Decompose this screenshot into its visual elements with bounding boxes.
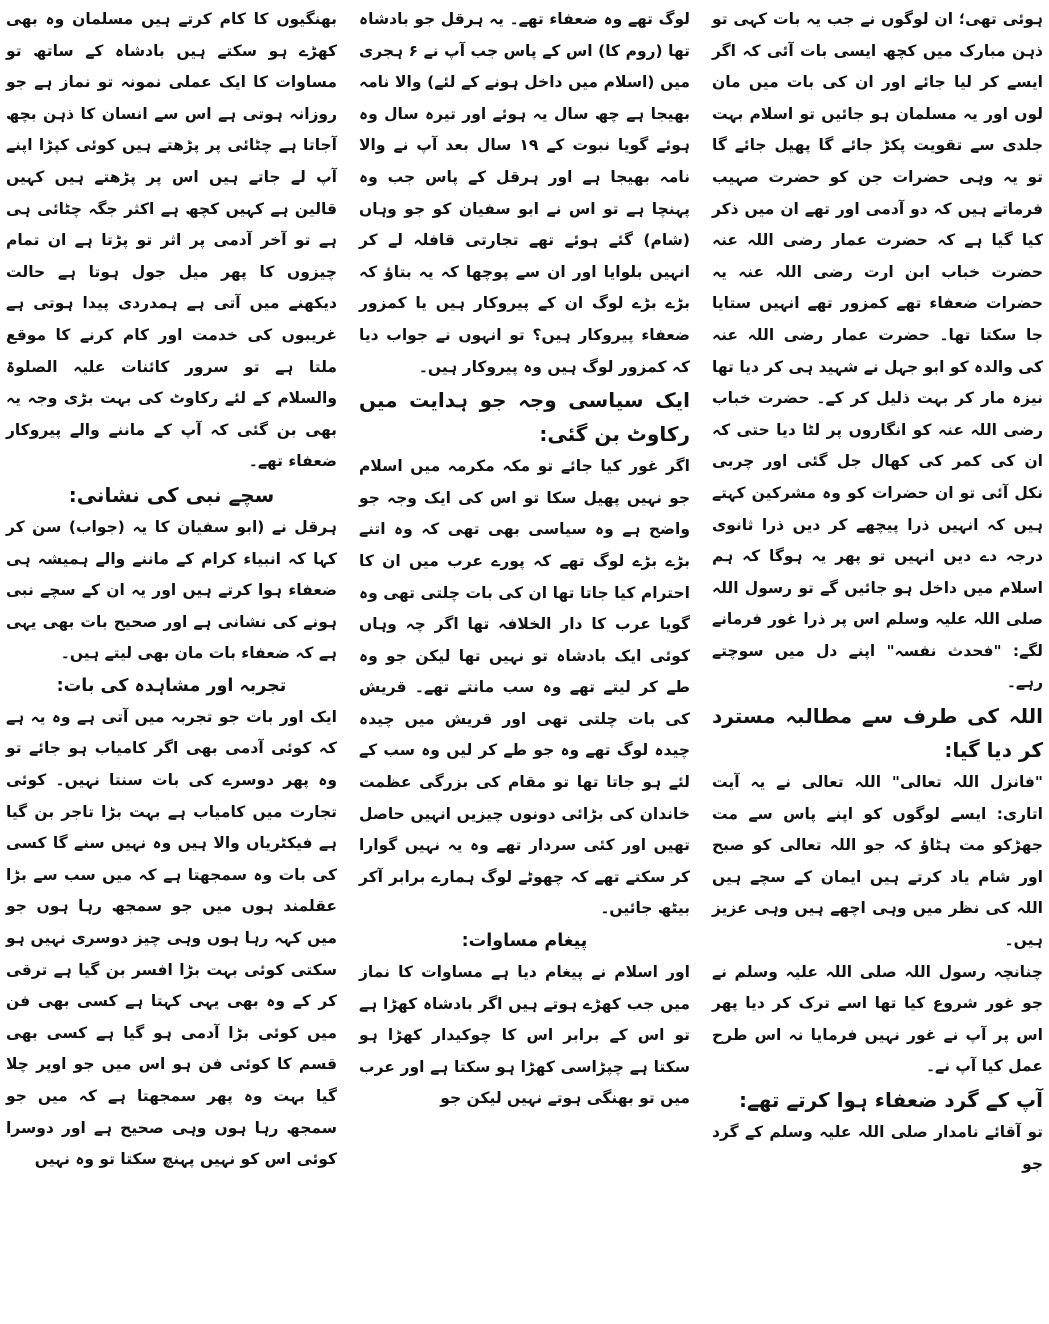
paragraph: تو آقائے نامدار صلی اللہ علیہ وسلم کے گرد جو	[712, 1123, 1043, 1173]
paragraph: لوگ تھے وہ ضعفاء تھے۔ یہ ہرقل جو بادشاہ تھا (روم کا) اس کے پاس جب آپ نے ۶ ہجری میں (اسلام میں داخل ہونے کے لئے) والا نامہ بھیجا ہے چھ سال یہ ہوئے اور تیرہ سال وہ ہوئے گویا نبوت کے ۱۹ سال بعد آپ نے والا نامہ بھیجا ہے اور ہرقل کے پاس جب وہ پہنچا ہے تو اس نے ابو سفیان کو جو وہاں (شام) گئے ہوئے تھے تجارتی قافلہ لے کر انہیں بلوایا اور ان سے پوچھا کہ یہ بتاؤ کہ بڑے بڑے لوگ ان کے پیروکار ہیں یا کمزور ضعفاء پیروکار ہیں؟ تو انہوں نے جواب دیا کہ کمزور لوگ ہیں وہ پیروکار ہیں۔	[359, 10, 691, 376]
section-subheading: پیغام مساوات:	[461, 931, 588, 952]
column-right	[712, 4, 1043, 1324]
section-heading: آپ کے گرد ضعفاء ہوا کرتے تھے:	[738, 1088, 1043, 1112]
section-heading: سچے نبی کی نشانی:	[68, 482, 275, 507]
column-middle	[359, 4, 690, 1324]
section-heading: اللہ کی طرف سے مطالبہ مسترد کر دیا گیا:	[712, 704, 1043, 763]
paragraph: ایک اور بات جو تجربہ میں آتی ہے وہ یہ ہے کہ کوئی آدمی بھی اگر کامیاب ہو جائے تو وہ پھر دوسرے کی بات سنتا نہیں۔ کوئی تجارت میں کامیاب ہے بہت بڑا تاجر بن گیا ہے فیکٹریاں والا ہیں وہ نہیں سنے گا کسی کی بات وہ سمجھتا ہے کہ میں سب سے بڑا عقلمند ہوں میں جو سمجھ رہا ہوں جو میں کہہ رہا ہوں وہی چیز دوسری نہیں ہو سکتی کوئی بہت بڑا افسر بن گیا ہے ترقی کر کے وہ بھی یہی کہتا ہے کسی بھی فن میں کوئی بڑا آدمی ہو گیا ہے کسی بھی قسم کا کوئی فن ہو اس میں جو اوپر چلا گیا بہت وہ پھر سمجھتا ہے کہ میں جو سمجھ رہا ہوں وہی صحیح ہے اور دوسرا کوئی اس کو نہیں پہنچ سکتا تو وہ نہیں	[6, 707, 337, 1169]
paragraph: "فانزل اللہ تعالی" اللہ تعالی نے یہ آیت اتاری: ایسے لوگوں کو اپنے پاس سے مت جھڑکو مت ہٹاؤ کہ جو اللہ تعالی کو صبح اور شام یاد کرتے ہیں ایمان کے سچے ہیں اللہ کی نظر میں وہی اچھے ہیں وہی عزیز ہیں۔	[712, 773, 1043, 950]
paragraph: ہوئی تھی؛ ان لوگوں نے جب یہ بات کہی تو ذہن مبارک میں کچھ ایسی بات آئی کہ اگر ایسے کر لیا جائے اور ان کی بات میں مان لوں اور یہ مسلمان ہو جائیں تو اسلام بہت جلدی سے تقویت پکڑ جائے گا پھیل جائے گا تو یہ وہی حضرات جن کو حضرت صہیب فرماتے ہیں کہ دو آدمی اور تھے ان میں ذکر کیا گیا ہے کہ حضرت عمار رضی اللہ عنہ حضرت خباب ابن ارت رضی اللہ عنہ یہ حضرات ضعفاء تھے کمزور تھے انہیں ستایا جا سکتا تھا۔ حضرت عمار رضی اللہ عنہ کی والدہ کو ابو جہل نے شہید ہی کر دیا تھا نیزہ مار کر بہت ذلیل کر کے۔ حضرت خباب رضی اللہ عنہ کو انگاروں پر لٹا دیا حتی کہ ان کی کمر کی کھال جل گئی اور چربی نکل آئی تو ان حضرات کو وہ مشرکین کہتے ہیں کہ انہیں ذرا پیچھے کر دیں ذرا ثانوی درجہ دے دیں انہیں تو پھر یہ ہوگا کہ ہم اسلام میں داخل ہو جائیں گے تو رسول اللہ صلی اللہ علیہ وسلم اس پر ذرا غور فرمانے لگے: "فحدث نفسہ" اپنے دل میں سوچتے رہے۔	[712, 10, 1043, 692]
paragraph: چنانچہ رسول اللہ صلی اللہ علیہ وسلم نے جو غور شروع کیا تھا اسے ترک کر دیا پھر اس پر آپ نے غور نہیں فرمایا نہ اس طرح عمل کیا آپ نے۔	[712, 962, 1043, 1076]
paragraph: بھنگیوں کا کام کرتے ہیں مسلمان وہ بھی کھڑے ہو سکتے ہیں بادشاہ کے ساتھ تو مساوات کا ایک عملی نمونہ تو نماز ہے جو روزانہ ہوتی ہے اس سے انسان کا ذہن بچھ آجاتا ہے چٹائی پر پڑھتے ہیں کوئی کپڑا اپنے آپ لے جاتے ہیں اس پر پڑھتے ہیں کہیں قالین ہے کہیں کچھ ہے اکثر جگہ چٹائی ہی ہے تو آخر آدمی پر اثر تو پڑتا ہے ان تمام چیزوں کا پھر میل جول ہوتا ہے حالت دیکھنے میں آتی ہے ہمدردی پیدا ہوتی ہے غریبوں کی خدمت اور کام کرنے کا موقع ملتا ہے تو سرور کائنات علیہ الصلوۃ والسلام کے لئے رکاوٹ کی بہت بڑی وجہ یہ بھی بن گئی کہ آپ کے ماننے والے پیروکار ضعفاء تھے۔	[6, 10, 337, 471]
section-subheading: تجربہ اور مشاہدہ کی بات:	[56, 675, 287, 696]
paragraph: اور اسلام نے پیغام دیا ہے مساوات کا نماز میں جب کھڑے ہوتے ہیں اگر بادشاہ کھڑا ہے تو اس کے برابر اس کا چوکیدار کھڑا ہو سکتا ہے چپڑاسی کھڑا ہو سکتا ہے اور عرب میں تو بھنگی ہوتے نہیں لیکن جو	[359, 963, 690, 1108]
column-left	[6, 4, 337, 1324]
paragraph: ہرقل نے (ابو سفیان کا یہ (جواب) سن کر کہا کہ انبیاء کرام کے ماننے والے ہمیشہ ہی ضعفاء ہوا کرتے ہیں اور یہ ان کے سچے نبی ہونے کی نشانی ہے اور صحیح بات بھی یہی ہے کہ ضعفاء بات مان بھی لیتے ہیں۔	[6, 517, 337, 663]
paragraph: اگر غور کیا جائے تو مکہ مکرمہ میں اسلام جو نہیں پھیل سکا تو اس کی ایک وجہ جو واضح ہے وہ سیاسی بھی تھی کہ وہ اتنے بڑے بڑے لوگ تھے کہ پورے عرب میں ان کا احترام کیا جاتا تھا ان کی بات چلتی تھی وہ گویا عرب کا دار الخلافہ تھا اگر چہ وہاں کوئی ایک بادشاہ تو نہیں تھا لیکن جو وہ طے کر لیتے تھے وہ سب مانتے تھے۔ قریش کی بات چلتی تھی اور قریش میں چیدہ چیدہ لوگ تھے وہ جو طے کر لیں وہ سب کے لئے ہو جاتا تھا تو مقام کی بزرگی عظمت خاندان کی بڑائی دونوں چیزیں انہیں حاصل تھیں اور کئی سردار تھے وہ یہ نہیں گوارا کر سکتے تھے کہ چھوٹے لوگ ہمارے برابر آکر بیٹھ جائیں۔	[359, 457, 690, 918]
section-heading: ایک سیاسی وجہ جو ہدایت میں رکاوٹ بن گئی:	[359, 388, 690, 447]
